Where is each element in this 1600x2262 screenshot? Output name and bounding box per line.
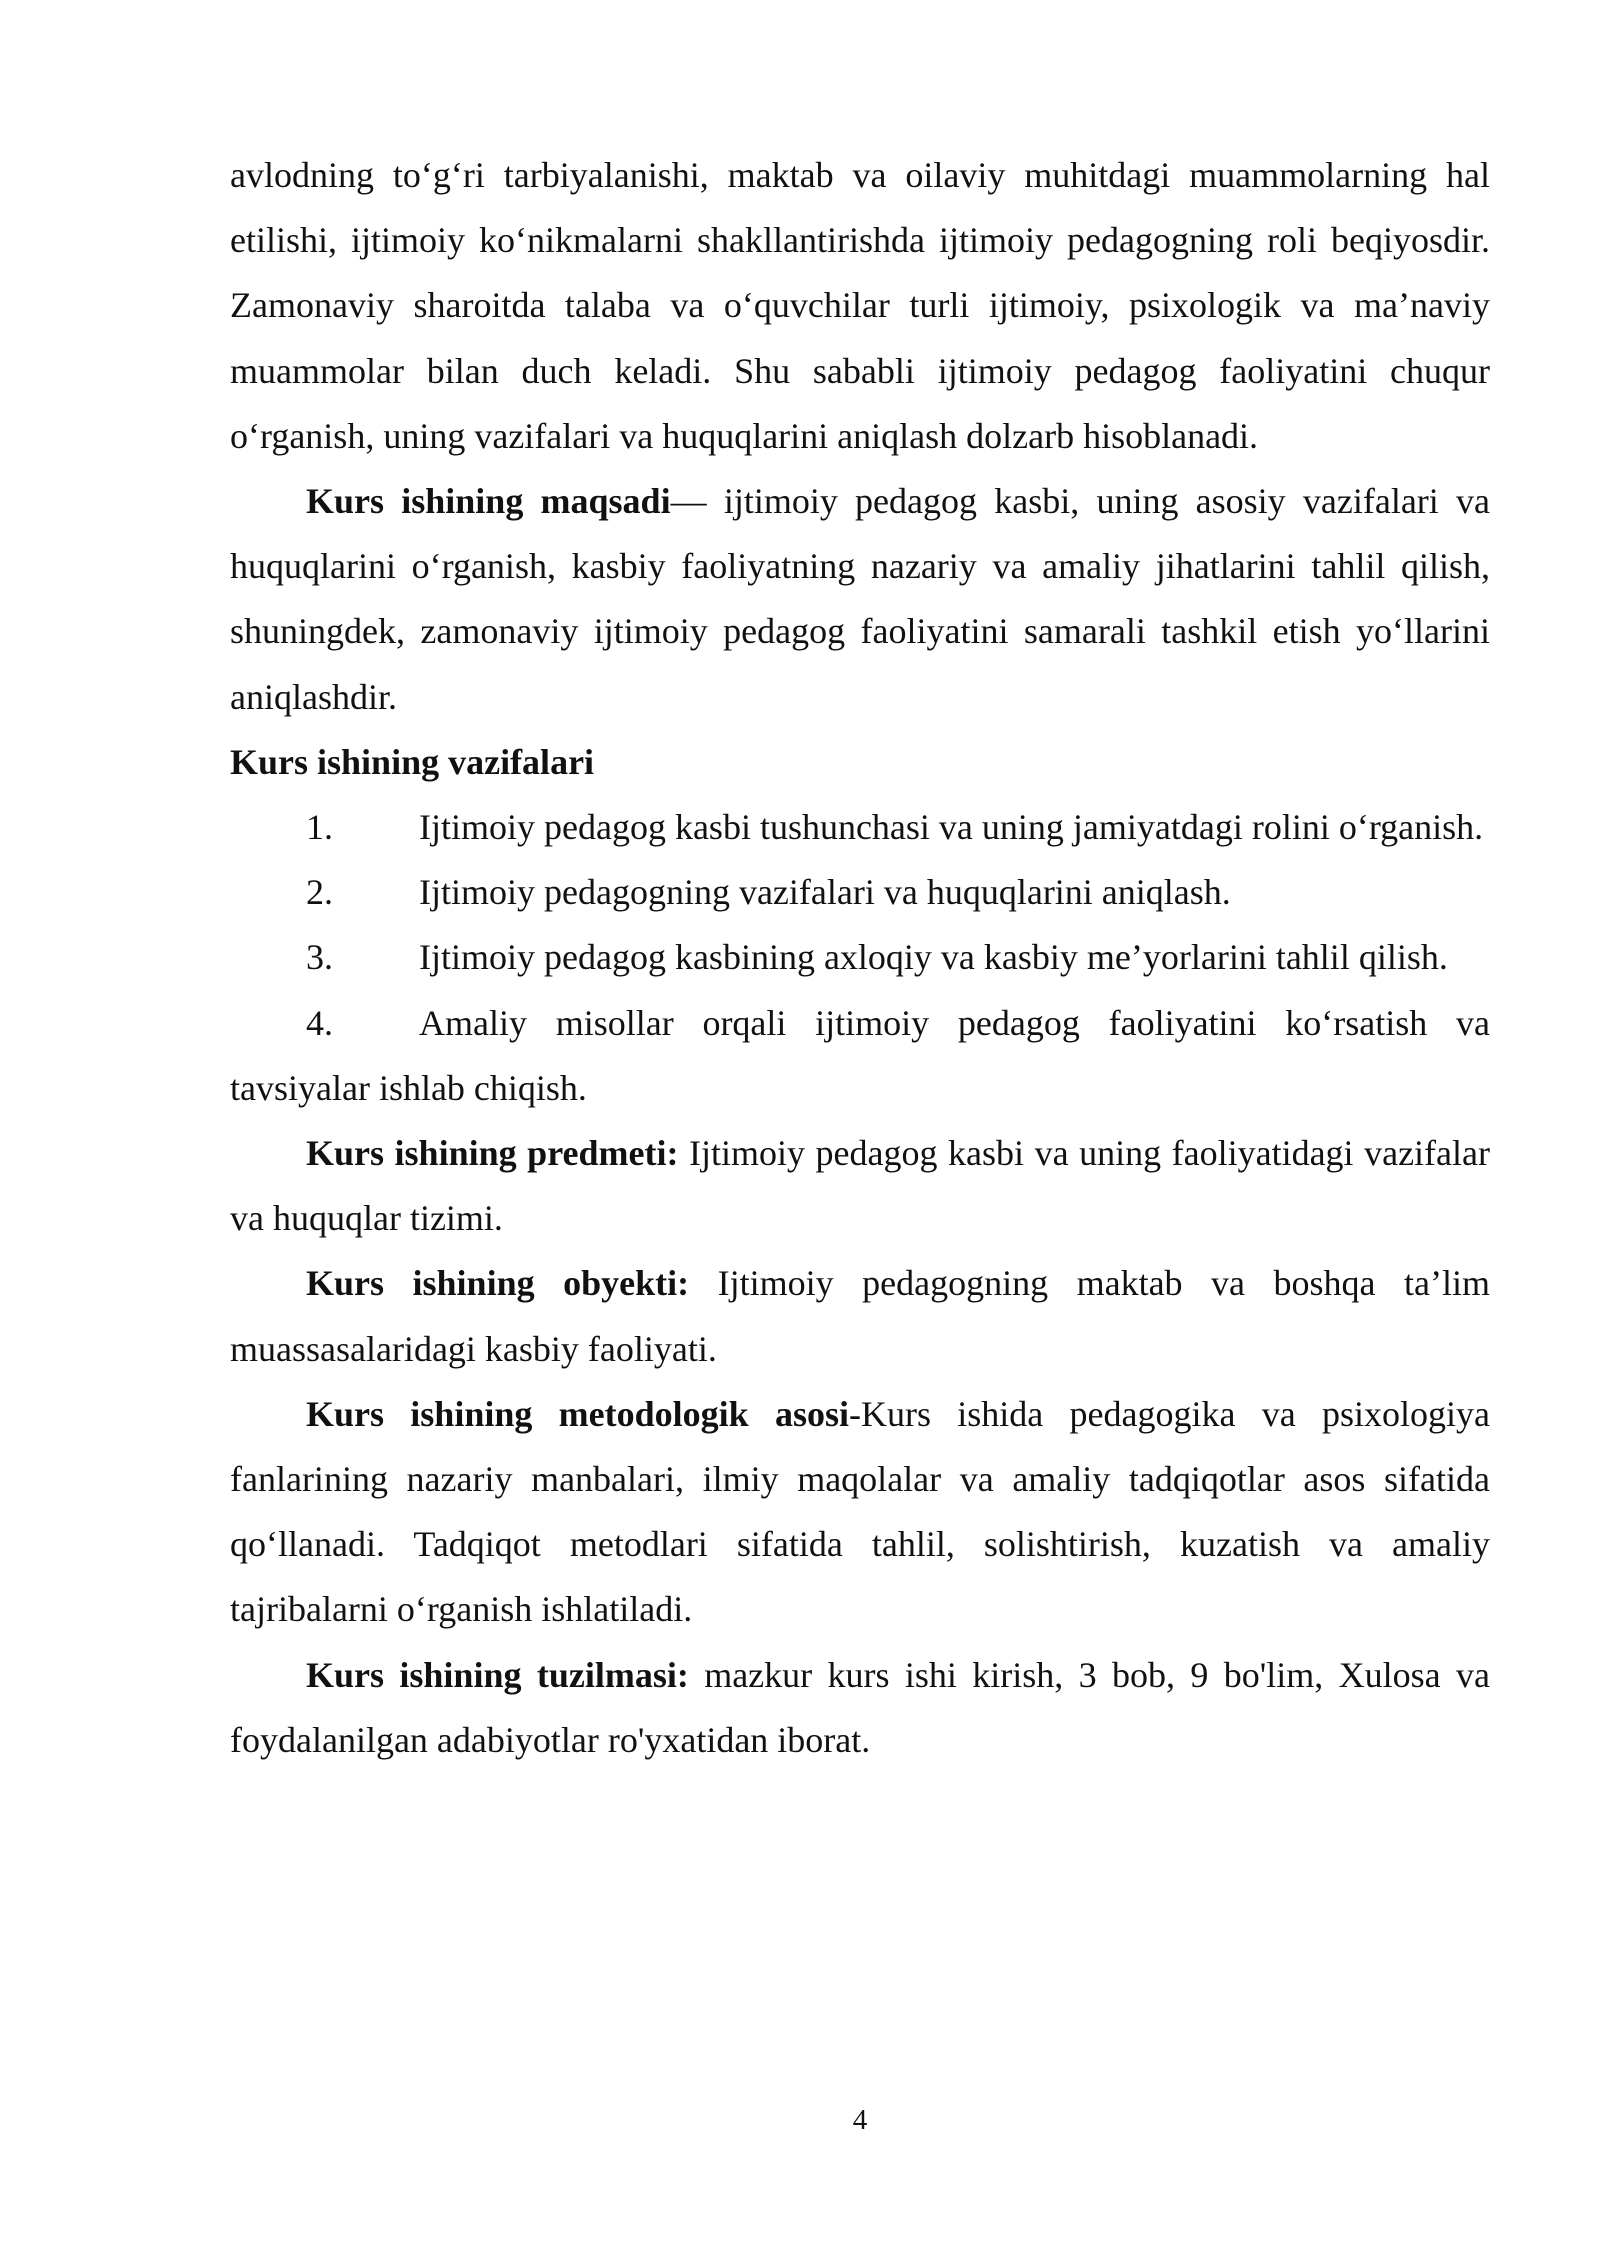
methodology-paragraph: [230, 1382, 1490, 1643]
list-item-number: 4.: [306, 1002, 333, 1043]
subject-paragraph: [230, 1121, 1490, 1251]
methodology-label: Kurs ishining metodologik asosi: [306, 1393, 849, 1434]
structure-text: mazkur kurs ishi kirish, 3 bob, 9 bo'lim, Xulosa va foydalanilgan adabiyotlar ro'yxatidan iborat.: [230, 1654, 1490, 1760]
object-paragraph: [230, 1251, 1490, 1381]
list-item-number: 1.: [306, 807, 333, 848]
list-item: [230, 860, 1490, 925]
intro-paragraph: avlodning to‘g‘ri tarbiyalanishi, maktab va oilaviy muhitdagi muammolarning hal etilishi, ijtimoiy ko‘nikmalarni shakllantirishda ijtimoiy pedagogning roli beqiyosdir. Zamonaviy sharoitda talaba va o‘quvchilar turli ijtimoiy, psixologik va ma’naviy muammolar bilan duch keladi. Shu sababli ijtimoiy pedagog faoliyatini chuqur o‘rganish, uning vazifalari va huquqlarini aniqlash dolzarb hisoblanadi.: [230, 155, 1490, 456]
body-text: [230, 143, 1490, 1773]
goal-paragraph: [230, 469, 1490, 730]
tasks-heading: Kurs ishining vazifalari: [230, 741, 595, 782]
list-item-text: Amaliy misollar orqali ijtimoiy pedagog faoliyatini ko‘rsatish va tavsiyalar ishlab chiqish.: [230, 1002, 1490, 1108]
list-item: [230, 991, 1490, 1121]
list-item: [230, 795, 1490, 860]
list-item-number: 2.: [306, 872, 333, 913]
page-number: 4: [852, 2104, 868, 2136]
list-item: [230, 925, 1490, 990]
object-text: Ijtimoiy pedagogning maktab va boshqa ta’lim muassasalaridagi kasbiy faoliyati.: [230, 1263, 1491, 1369]
subject-label: Kurs ishining predmeti:: [306, 1133, 679, 1174]
list-item-text: Ijtimoiy pedagog kasbi tushunchasi va uning jamiyatdagi rolini o‘rganish.: [419, 807, 1484, 848]
structure-label: Kurs ishining tuzilmasi:: [306, 1654, 689, 1695]
object-label: Kurs ishining obyekti:: [306, 1263, 690, 1304]
subject-text: Ijtimoiy pedagog kasbi va uning faoliyatidagi vazifalar va huquqlar tizimi.: [230, 1133, 1490, 1239]
list-item-text: Ijtimoiy pedagog kasbining axloqiy va kasbiy me’yorlarini tahlil qilish.: [419, 937, 1448, 978]
structure-paragraph: [230, 1643, 1490, 1773]
methodology-text: -Kurs ishida pedagogika va psixologiya fanlarining nazariy manbalari, ilmiy maqolalar va amaliy tadqiqotlar asos sifatida qo‘llanadi. Tadqiqot metodlari sifatida tahlil, solishtirish, kuzatish va amaliy tajribalarni o‘rganish ishlatiladi.: [230, 1393, 1490, 1630]
list-item-number: 3.: [306, 937, 333, 978]
list-item-text: Ijtimoiy pedagogning vazifalari va huquqlarini aniqlash.: [419, 872, 1231, 913]
goal-label: Kurs ishining maqsadi: [306, 481, 671, 522]
goal-text: — ijtimoiy pedagog kasbi, uning asosiy vazifalari va huquqlarini o‘rganish, kasbiy faoliyatning nazariy va amaliy jihatlarini tahlil qilish, shuningdek, zamonaviy ijtimoiy pedagog faoliyatini samarali tashkil etish yo‘llarini aniqlashdir.: [230, 481, 1490, 717]
